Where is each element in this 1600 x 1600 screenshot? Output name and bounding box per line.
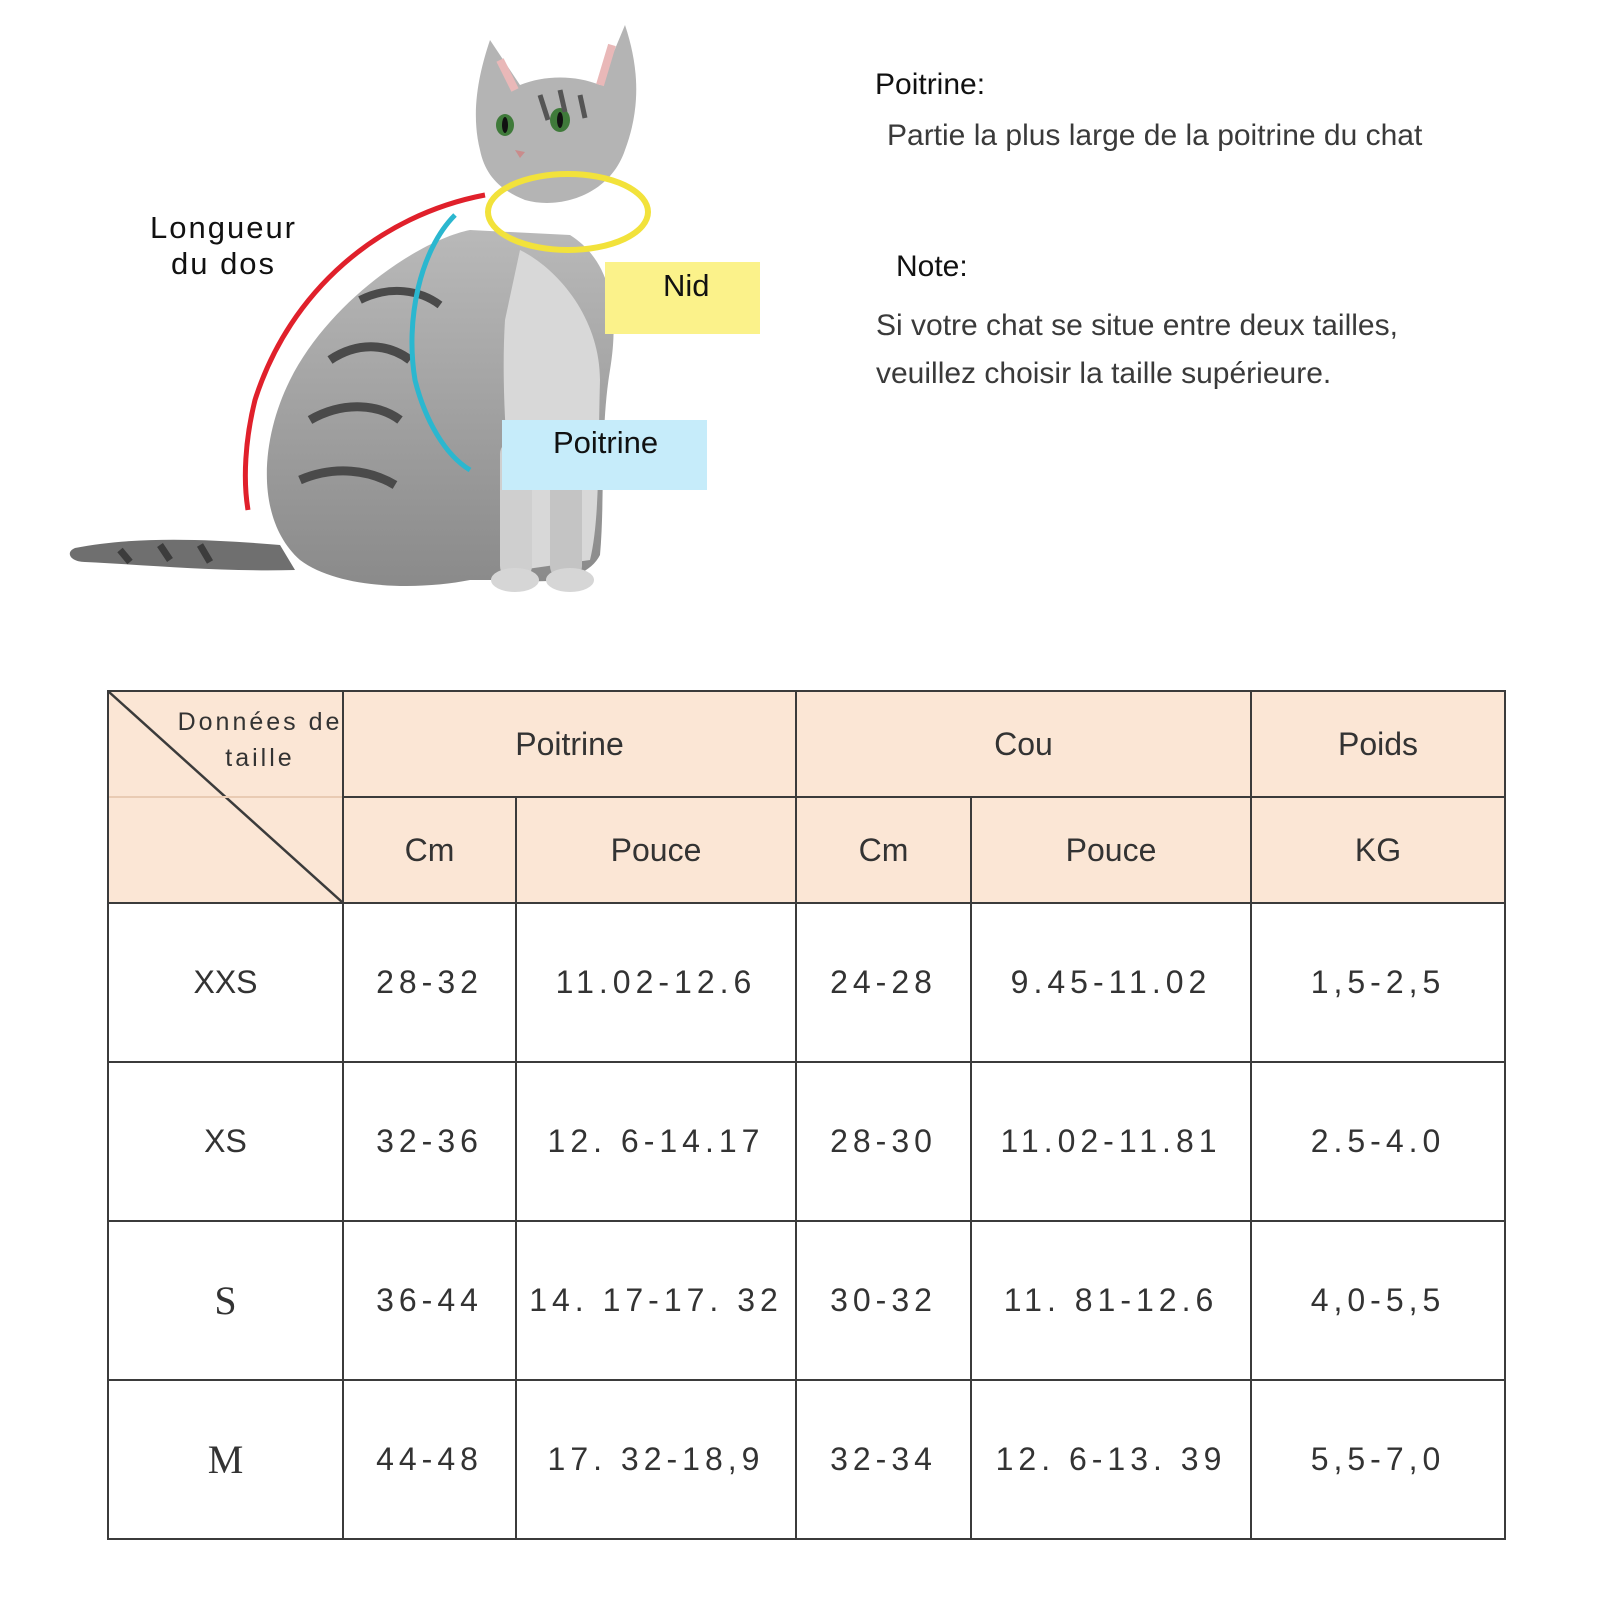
corner-label-line2: taille [225,744,295,772]
cat-tail [70,540,295,571]
neck-group-header: Cou [796,691,1251,797]
neck-inch-cell: 9.45-11.02 [971,903,1251,1062]
note-description [876,302,1398,398]
table-group-header-row [108,691,1505,797]
chest-inch-cell: 11.02-12.6 [516,903,796,1062]
chest-heading: Poitrine: [875,68,986,101]
weight-group-header: Poids [1251,691,1505,797]
neck-inch-cell: 12. 6-13. 39 [971,1380,1251,1539]
chest-cm-header: Cm [343,797,516,903]
weight-cell: 2.5-4.0 [1251,1062,1505,1221]
chest-inch-cell: 14. 17-17. 32 [516,1221,796,1380]
chest-description: Partie la plus large de la poitrine du chat [887,119,1423,152]
neck-inch-cell: 11.02-11.81 [971,1062,1251,1221]
size-cell: XXS [108,903,343,1062]
neck-cm-cell: 30-32 [796,1221,971,1380]
chest-cm-cell: 44-48 [343,1380,516,1539]
note-heading: Note: [896,250,968,283]
weight-cell: 4,0-5,5 [1251,1221,1505,1380]
corner-header-cell [108,691,343,903]
size-cell: S [108,1221,343,1380]
note-line-2: veuillez choisir la taille supérieure. [876,357,1332,390]
neck-label: Nid [663,268,710,303]
neck-inch-cell: 11. 81-12.6 [971,1221,1251,1380]
neck-inch-header: Pouce [971,797,1251,903]
weight-unit-header: KG [1251,797,1505,903]
table-row [108,1221,1505,1380]
chest-label: Poitrine [553,425,659,460]
table-row [108,1062,1505,1221]
neck-cm-cell: 32-34 [796,1380,971,1539]
weight-cell: 1,5-2,5 [1251,903,1505,1062]
back-length-label [150,210,297,282]
weight-cell: 5,5-7,0 [1251,1380,1505,1539]
table-row [108,1380,1505,1539]
size-cell: M [108,1380,343,1539]
note-line-1: Si votre chat se situe entre deux tailles, [876,309,1398,342]
chest-inch-cell: 17. 32-18,9 [516,1380,796,1539]
neck-cm-header: Cm [796,797,971,903]
back-length-label-line2: du dos [170,246,277,281]
chest-inch-header: Pouce [516,797,796,903]
chest-inch-cell: 12. 6-14.17 [516,1062,796,1221]
corner-label [165,704,355,776]
back-length-label-line1: Longueur [150,210,298,245]
corner-label-line1: Données de [177,708,343,736]
size-cell: XS [108,1062,343,1221]
chest-cm-cell: 28-32 [343,903,516,1062]
chest-cm-cell: 32-36 [343,1062,516,1221]
table-row [108,903,1505,1062]
neck-cm-cell: 28-30 [796,1062,971,1221]
size-table [107,690,1506,1540]
chest-group-header: Poitrine [343,691,796,797]
chest-cm-cell: 36-44 [343,1221,516,1380]
neck-cm-cell: 24-28 [796,903,971,1062]
